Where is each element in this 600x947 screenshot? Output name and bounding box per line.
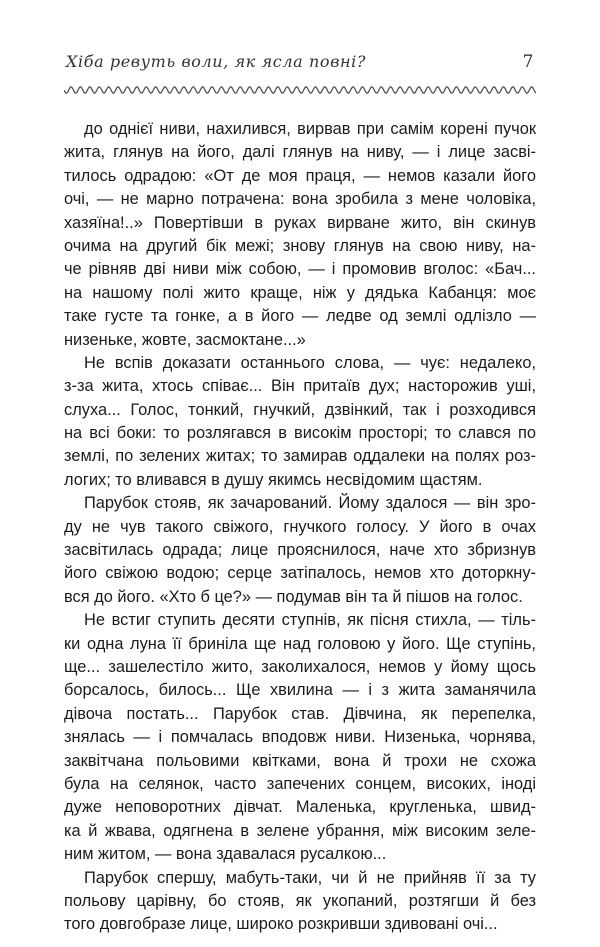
text-line: логих; то вливався в душу якимсь несвідомим щастям. [64, 470, 483, 489]
text-line: заквітчана польовими квітками, вона й трохи не схожа [64, 751, 536, 770]
text-line: вся до його. «Хто б це?» — подумав він та й пішов на голос. [64, 587, 523, 606]
text-line: низеньке, жовте, засмоктане...» [64, 330, 306, 349]
paragraph [64, 609, 536, 866]
text-line: хазяїна!..» Повертівши в руках вирване жито, він скинув [64, 213, 536, 232]
text-line: борсалось, билось... Ще хвилина — і з жита заманячила [64, 681, 536, 700]
paragraph [64, 352, 536, 492]
paragraph [64, 118, 536, 352]
paragraph [64, 492, 536, 609]
text-line: до однієї ниви, нахилився, вирвав при самім корені пучок [84, 120, 536, 138]
text-line: Не вспів доказати останнього слова, — чує: недалеко, [84, 353, 536, 372]
wavy-rule-divider [64, 84, 536, 96]
page-number: 7 [522, 52, 534, 72]
text-line: його свіжою водою; серце затіпалось, немов хто доторкну- [64, 564, 536, 583]
text-line: дуже неповоротних дівчат. Маленька, кругленька, швид- [64, 798, 536, 817]
text-line: ним житом, — вона здавалася русалкою... [64, 845, 387, 864]
text-line: че рівняв дві ниви між собою, — і промовив вголос: «Бач... [64, 260, 536, 279]
text-line: жита, глянув на його, далі глянув на ниву, — і лице засві- [64, 143, 536, 162]
text-line: тилось одрадою: «От де моя праця, — немов казали його [64, 166, 536, 185]
text-line: польову царівну, бо стояв, як укопаний, розтягши й без [64, 891, 536, 910]
paragraph [64, 867, 536, 937]
text-line: Парубок спершу, мабуть-таки, чи й не прийняв її за ту [84, 868, 536, 887]
text-line: землі, по зелених житах; то замирав оддалеки на полях роз- [64, 447, 536, 466]
text-line: ду не чув такого свіжого, гнучкого голосу. У його в очах [64, 517, 536, 536]
text-line: ка й жвава, одягнена в зелене убрання, між високим зеле- [64, 821, 536, 840]
text-line: на нашому полі жито краще, ніж у дядька Кабанця: моє [64, 283, 536, 302]
text-line: таке густе та гонке, а в його — ледве од землі одлізло — [64, 307, 536, 326]
running-header [66, 52, 534, 82]
text-line: Не встиг ступить десяти ступнів, як пісня стихла, — тіль- [84, 611, 536, 630]
text-line: ще... зашелестіло жито, заколихалося, немов у йому щось [64, 657, 536, 676]
text-line: того довгобразе лице, широко розкривши здивовані очі... [64, 915, 498, 934]
text-line: очима на другий бік межі; знову глянув на свою ниву, на- [64, 236, 536, 255]
text-line: Парубок стояв, як зачарований. Йому здалося — він зро- [84, 494, 536, 513]
text-line: очі, — не марно потрачена: вона зробила з мене чоловіка, [64, 190, 536, 209]
text-line: дівоча постать... Парубок став. Дівчина, як перепелка, [64, 704, 536, 723]
text-line: знялась — і помчалась вподовж ниви. Низенька, чорнява, [64, 728, 536, 747]
text-line: була на селянок, часто запечених сонцем, високих, іноді [64, 774, 536, 793]
main-text-body [64, 118, 536, 937]
text-line: на всі боки: то розлягався в високім просторі; то слався по [64, 424, 536, 443]
text-line: ки одна луна її бриніла ще над головою у його. Ще ступінь, [64, 634, 536, 653]
running-title: Хіба ревуть воли, як ясла повні? [66, 52, 367, 71]
text-line: слуха... Голос, тонкий, гнучкий, дзвінкий, так і розходився [64, 400, 536, 419]
text-line: з-за жита, хтось співає... Він притаїв дух; насторожив уші, [64, 377, 536, 396]
text-line: засвітилась одрада; лице прояснилося, наче хто збризнув [64, 541, 536, 560]
